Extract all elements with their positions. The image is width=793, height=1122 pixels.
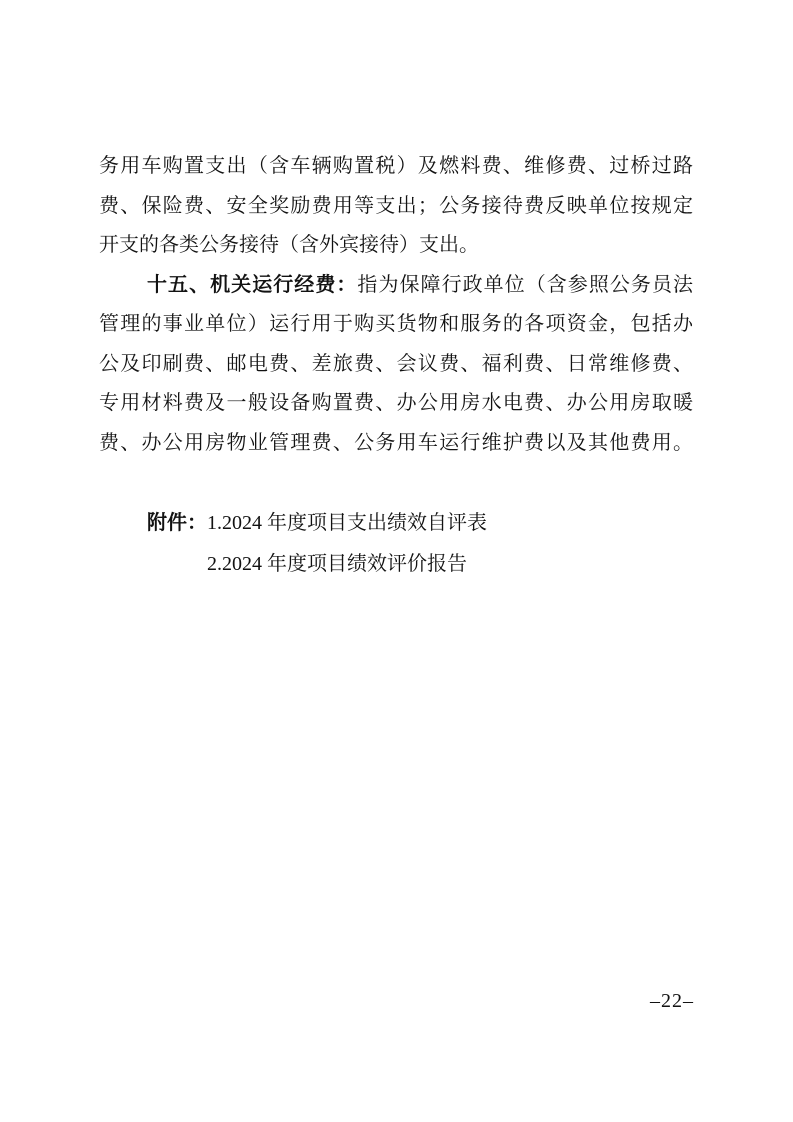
paragraph2-line-3: 公及印刷费、邮电费、差旅费、会议费、福利费、日常维修费、 [99,352,693,375]
paragraph2-line-4: 专用材料费及一般设备购置费、办公用房水电费、办公用房取暖 [99,392,693,414]
attachments-list [207,503,693,585]
paragraph1-line-3: 开支的各类公务接待（含外宾接待）支出。 [99,234,479,256]
paragraph2-line-1 [99,266,693,306]
paragraph2-line-1-text: 指为保障行政单位（含参照公务员法 [357,273,694,296]
paragraph2-line-5: 费、办公用房物业管理费、公务用车运行维护费以及其他费用。 [99,431,693,454]
attachment-item-1: 1.2024 年度项目支出绩效自评表 [207,512,487,534]
attachment-item-2: 2.2024 年度项目绩效评价报告 [207,553,467,575]
attachments-block [99,503,693,585]
paragraph1-line-1: 务用车购置支出（含车辆购置税）及燃料费、维修费、过桥过路 [99,155,693,177]
document-body [99,147,693,585]
page-number: –22– [650,990,694,1012]
paragraph2-line-2: 管理的事业单位）运行用于购买货物和服务的各项资金，包括办 [99,313,693,335]
paragraph1-line-2: 费、保险费、安全奖励费用等支出；公务接待费反映单位按规定 [99,194,693,217]
section-15-heading: 十五、机关运行经费： [147,273,358,296]
attachments-label: 附件： [147,512,207,534]
